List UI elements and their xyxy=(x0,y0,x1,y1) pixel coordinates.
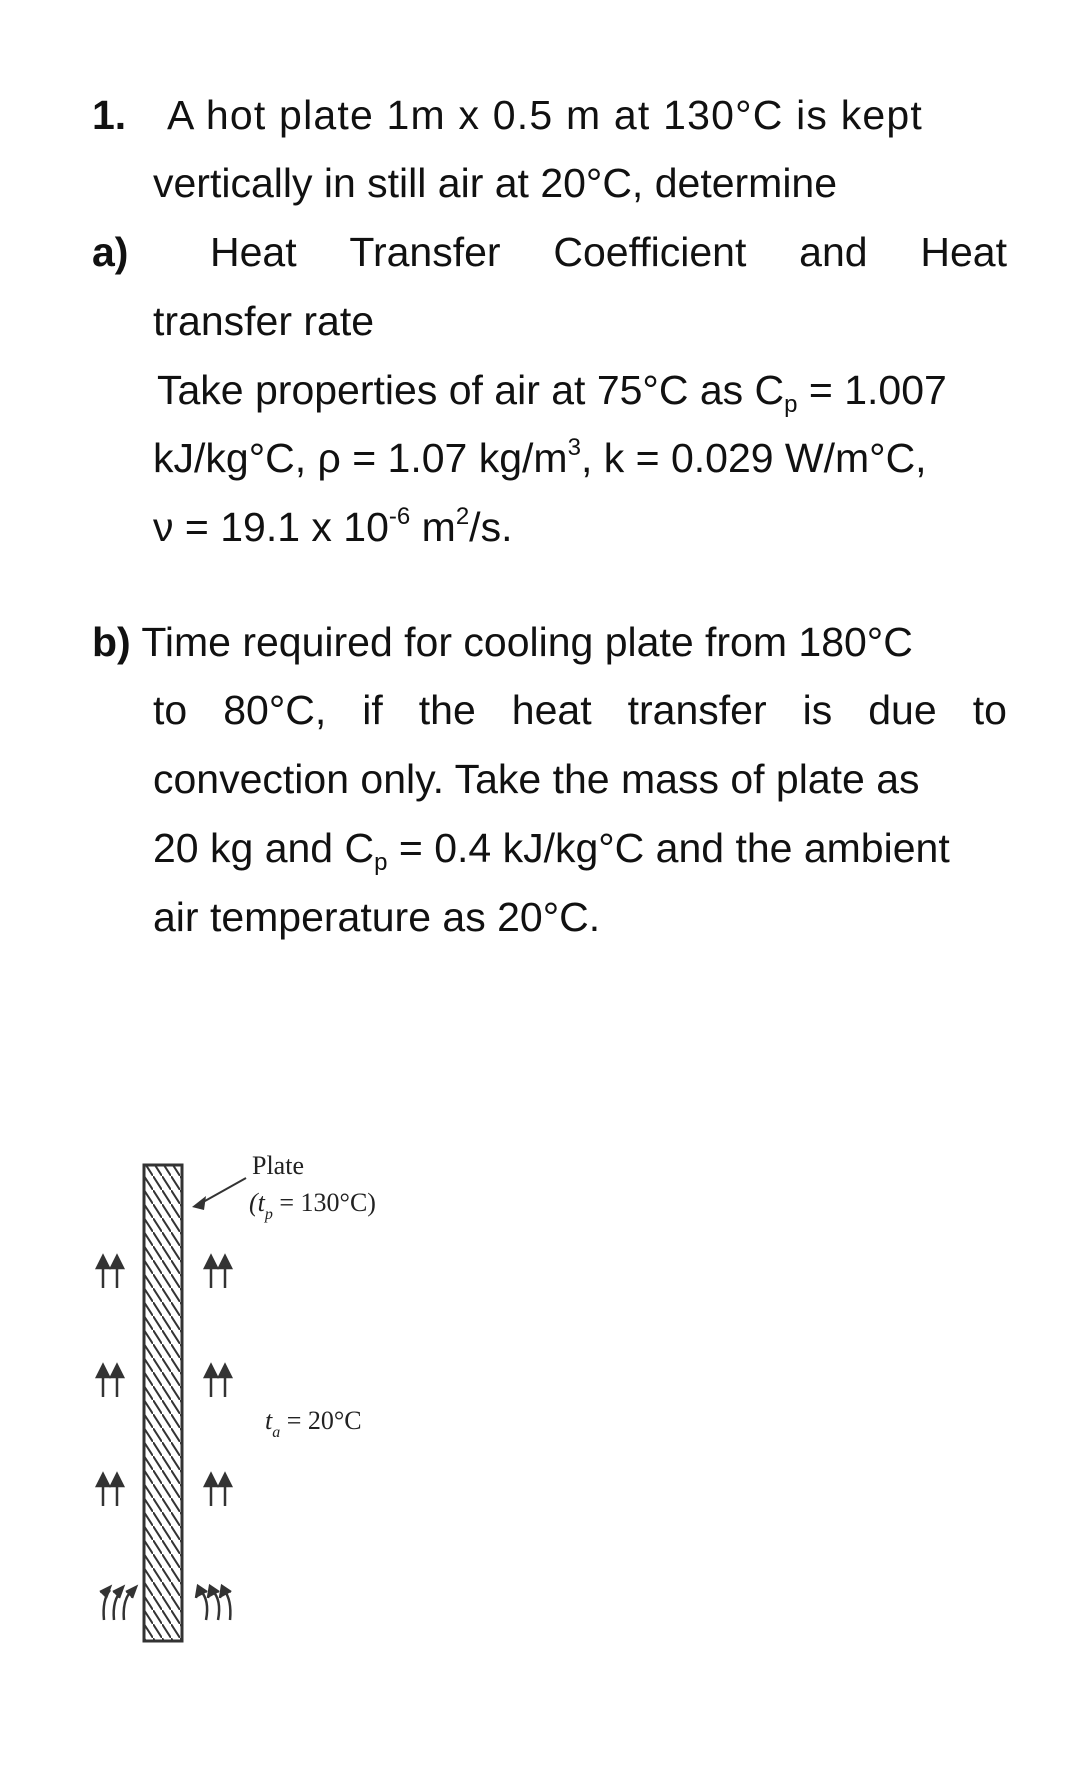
part-a-label: a) xyxy=(92,229,129,275)
properties-line-3: ν = 19.1 x $10^{-6}$ $m^2/s$. xyxy=(153,503,513,550)
plate-label: Plate xyxy=(252,1151,304,1180)
air-temperature: $t_a = 20^\circ C$ xyxy=(265,1406,362,1441)
part-a-line-2: transfer rate xyxy=(153,298,375,344)
airflow-arrow xyxy=(205,1256,231,1288)
hot-plate xyxy=(144,1165,182,1641)
airflow-arrows-right xyxy=(196,1256,231,1620)
airflow-arrow-curved xyxy=(100,1587,136,1620)
part-b-line-1: b) Time required for cooling plate from 180°C xyxy=(92,619,913,665)
part-b-line-4: 20 kg and $C_p = 0.4$ kJ/kg°C and the ambient xyxy=(153,825,950,876)
airflow-arrow xyxy=(205,1474,231,1506)
plate-leader-line xyxy=(196,1178,246,1206)
plate-temperature: $(t_p = 130^\circ C)$ xyxy=(249,1188,376,1223)
properties-line-2: kJ/kg°C, ρ = 1.07 $kg/m^3$, k = 0.029 W/m°C, xyxy=(153,434,927,481)
properties-line-1: Take properties of air at 75°C as $C_p = 1.007$ xyxy=(157,367,947,418)
question-number: 1. xyxy=(92,92,127,138)
plate-leader-arrowhead xyxy=(192,1196,206,1210)
airflow-arrow-curved xyxy=(196,1586,231,1620)
question-line-2: vertically in still air at 20°C, determine xyxy=(153,160,838,206)
question-line-1: A hot plate 1m x 0.5 m at 130°C is kept xyxy=(167,92,924,138)
part-b-line-5: air temperature as 20°C. xyxy=(153,894,601,940)
airflow-arrow xyxy=(97,1256,123,1288)
part-a-line-1: Heat Transfer Coefficient and Heat xyxy=(210,229,1007,275)
airflow-arrow xyxy=(97,1365,123,1397)
part-b-line-2: to 80°C, if the heat transfer is due to xyxy=(153,687,1007,733)
part-b-line-3: convection only. Take the mass of plate as xyxy=(153,756,920,802)
airflow-arrow xyxy=(97,1474,123,1506)
airflow-arrows-left xyxy=(97,1256,136,1620)
airflow-arrow xyxy=(205,1365,231,1397)
